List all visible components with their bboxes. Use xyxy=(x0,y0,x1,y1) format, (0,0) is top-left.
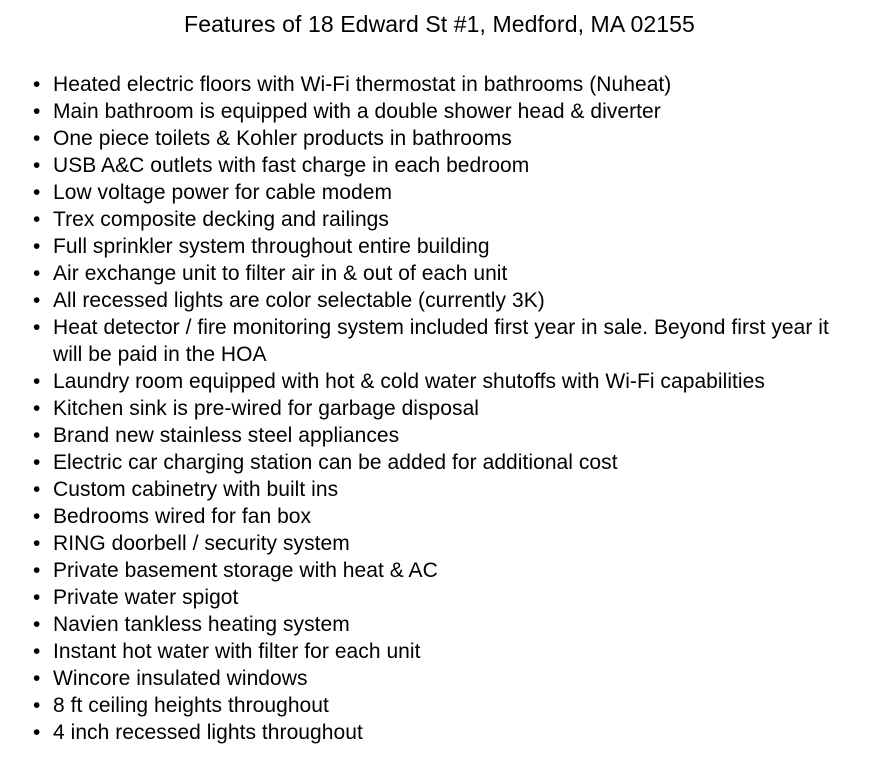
bullet-icon: • xyxy=(33,720,41,744)
bullet-icon: • xyxy=(33,315,41,339)
bullet-icon: • xyxy=(33,666,41,690)
list-item xyxy=(0,422,879,449)
bullet-icon: • xyxy=(33,72,41,96)
list-item xyxy=(0,557,879,584)
bullet-icon: • xyxy=(33,99,41,123)
bullet-icon: • xyxy=(33,531,41,555)
list-item xyxy=(0,503,879,530)
bullet-icon: • xyxy=(33,693,41,717)
list-item xyxy=(0,179,879,206)
bullet-icon: • xyxy=(33,450,41,474)
list-item-label: Wincore insulated windows xyxy=(53,666,308,690)
list-item-label: Trex composite decking and railings xyxy=(53,207,389,231)
list-item xyxy=(0,260,879,287)
bullet-icon: • xyxy=(33,288,41,312)
bullet-icon: • xyxy=(33,585,41,609)
list-item-label: Navien tankless heating system xyxy=(53,612,350,636)
list-item-label: Bedrooms wired for fan box xyxy=(53,504,312,528)
list-item-label: Full sprinkler system throughout entire building xyxy=(53,234,490,258)
list-item-label: One piece toilets & Kohler products in bathrooms xyxy=(53,126,512,150)
bullet-icon: • xyxy=(33,126,41,150)
list-item-label: Private basement storage with heat & AC xyxy=(53,558,438,582)
list-item xyxy=(0,206,879,233)
list-item-label: Heated electric floors with Wi-Fi thermostat in bathrooms (Nuheat) xyxy=(53,72,672,96)
list-item-label: Instant hot water with filter for each unit xyxy=(53,639,421,663)
list-item xyxy=(0,638,879,665)
list-item-label: Brand new stainless steel appliances xyxy=(53,423,400,447)
list-item-label: 4 inch recessed lights throughout xyxy=(53,720,363,744)
bullet-icon: • xyxy=(33,369,41,393)
list-item xyxy=(0,611,879,638)
bullet-icon: • xyxy=(33,423,41,447)
list-item xyxy=(0,719,879,746)
list-item-label: Low voltage power for cable modem xyxy=(53,180,392,204)
list-item xyxy=(0,233,879,260)
bullet-icon: • xyxy=(33,612,41,636)
list-item xyxy=(0,152,879,179)
list-item xyxy=(0,98,879,125)
page-title: Features of 18 Edward St #1, Medford, MA 02155 xyxy=(184,11,695,37)
bullet-icon: • xyxy=(33,639,41,663)
list-item xyxy=(0,476,879,503)
list-item-label: Private water spigot xyxy=(53,585,239,609)
bullet-icon: • xyxy=(33,558,41,582)
list-item xyxy=(0,584,879,611)
features-list xyxy=(0,71,879,746)
list-item xyxy=(0,692,879,719)
list-item xyxy=(0,71,879,98)
list-item-label: All recessed lights are color selectable (currently 3K) xyxy=(53,288,545,312)
list-item-label: 8 ft ceiling heights throughout xyxy=(53,693,329,717)
list-item-label: Main bathroom is equipped with a double shower head & diverter xyxy=(53,99,661,123)
list-item-label: Air exchange unit to filter air in & out of each unit xyxy=(53,261,508,285)
bullet-icon: • xyxy=(33,477,41,501)
list-item xyxy=(0,125,879,152)
list-item xyxy=(0,395,879,422)
bullet-icon: • xyxy=(33,153,41,177)
list-item xyxy=(0,530,879,557)
bullet-icon: • xyxy=(33,261,41,285)
list-item xyxy=(0,287,879,314)
list-item-label: Kitchen sink is pre-wired for garbage disposal xyxy=(53,396,480,420)
list-item xyxy=(0,449,879,476)
list-item xyxy=(0,665,879,692)
list-item-label: Custom cabinetry with built ins xyxy=(53,477,339,501)
list-item-label: Heat detector / fire monitoring system included first year in sale. Beyond first year it will be paid in the HOA xyxy=(53,315,829,366)
list-item xyxy=(0,314,879,368)
list-item-label: Electric car charging station can be added for additional cost xyxy=(53,450,618,474)
list-item xyxy=(0,368,879,395)
bullet-icon: • xyxy=(33,396,41,420)
bullet-icon: • xyxy=(33,180,41,204)
bullet-icon: • xyxy=(33,234,41,258)
list-item-label: RING doorbell / security system xyxy=(53,531,350,555)
list-item-label: Laundry room equipped with hot & cold water shutoffs with Wi-Fi capabilities xyxy=(53,369,765,393)
bullet-icon: • xyxy=(33,207,41,231)
bullet-icon: • xyxy=(33,504,41,528)
list-item-label: USB A&C outlets with fast charge in each bedroom xyxy=(53,153,530,177)
